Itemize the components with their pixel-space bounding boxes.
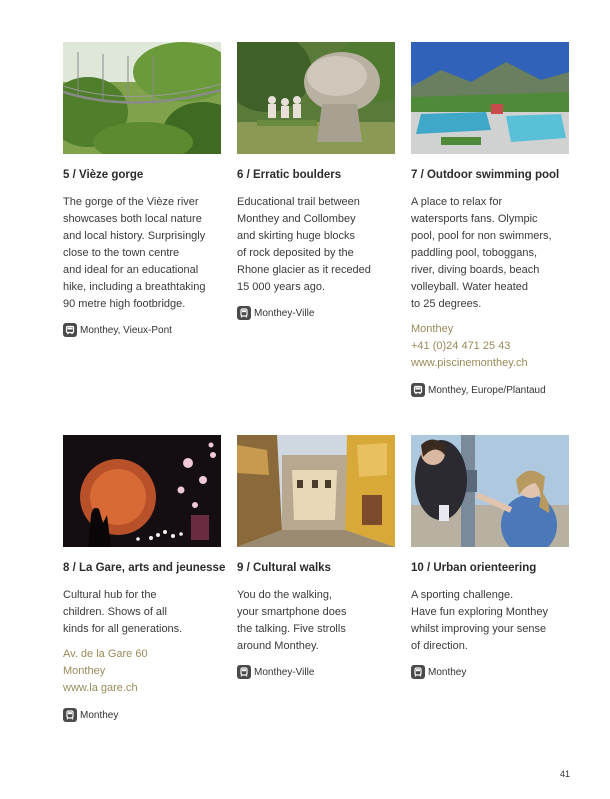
train-icon [63, 708, 77, 722]
transport-stop [63, 322, 172, 338]
transport-stop [63, 707, 118, 723]
bus-icon [411, 383, 425, 397]
attraction-title: 7 / Outdoor swimming pool [411, 169, 560, 181]
attraction-description: A place to relax for watersports fans. Olympic pool, pool for non swimmers, paddling pool, toboggans, river, diving boards, beach volleyball. Water heated to 25 degrees. [411, 196, 552, 310]
cultural-walks-photo [237, 435, 395, 547]
page-number: 41 [560, 769, 571, 779]
attraction-title: 5 / Vièze gorge [63, 169, 144, 181]
attraction-card-swimming-pool [411, 42, 569, 402]
stop-name: Monthey [80, 709, 119, 721]
contact-address: Av. de la Gare 60 [63, 648, 148, 660]
contact-info [63, 646, 221, 697]
attraction-description: You do the walking, your smartphone does the talking. Five strolls around Monthey. [237, 589, 347, 652]
transport-stop [237, 305, 314, 321]
attraction-title: 8 / La Gare, arts and jeunesse [63, 562, 226, 574]
attraction-description: Cultural hub for the children. Shows of all kinds for all generations. [63, 589, 183, 635]
stop-name: Monthey [428, 666, 467, 678]
urban-orienteering-photo [411, 435, 569, 547]
contact-website-link[interactable]: www.piscinemonthey.ch [411, 357, 528, 369]
swimming-pool-photo [411, 42, 569, 154]
stop-name: Monthey, Vieux-Pont [80, 324, 172, 336]
attraction-card-la-gare [63, 435, 226, 735]
attraction-description: A sporting challenge. Have fun exploring Monthey whilst improving your sense of direction. [411, 589, 548, 652]
train-icon [237, 306, 251, 320]
stop-name: Monthey-Ville [254, 666, 315, 678]
vieze-gorge-photo [63, 42, 221, 154]
stop-name: Monthey, Europe/Plantaud [428, 384, 546, 396]
contact-info [411, 321, 569, 372]
erratic-boulders-photo [237, 42, 395, 154]
train-icon [411, 665, 425, 679]
attraction-title: 10 / Urban orienteering [411, 562, 537, 574]
attraction-card-erratic-boulders [237, 42, 395, 342]
attraction-title: 9 / Cultural walks [237, 562, 331, 574]
contact-town: Monthey [63, 665, 106, 677]
attraction-description: The gorge of the Vièze river showcases both local nature and local history. Surprisingly close to the town centre and ideal for an educational hike, including a breathtaking 90 metre high footbridge. [63, 196, 206, 310]
attraction-card-urban-orienteering [411, 435, 569, 695]
train-icon [237, 665, 251, 679]
attraction-description: Educational trail between Monthey and Collombey and skirting huge blocks of rock deposited by the Rhone glacier as it receded 15 000 years ago. [237, 196, 371, 293]
bus-icon [63, 323, 77, 337]
contact-website-link[interactable]: www.la gare.ch [63, 682, 138, 694]
contact-address: Monthey [411, 323, 454, 335]
transport-stop [237, 664, 314, 680]
attraction-card-cultural-walks [237, 435, 395, 695]
contact-phone[interactable]: +41 (0)24 471 25 43 [411, 340, 511, 352]
transport-stop [411, 664, 466, 680]
attraction-title: 6 / Erratic boulders [237, 169, 342, 181]
transport-stop [411, 382, 546, 398]
attraction-card-vieze-gorge [63, 42, 221, 342]
stop-name: Monthey-Ville [254, 307, 315, 319]
la-gare-photo [63, 435, 221, 547]
